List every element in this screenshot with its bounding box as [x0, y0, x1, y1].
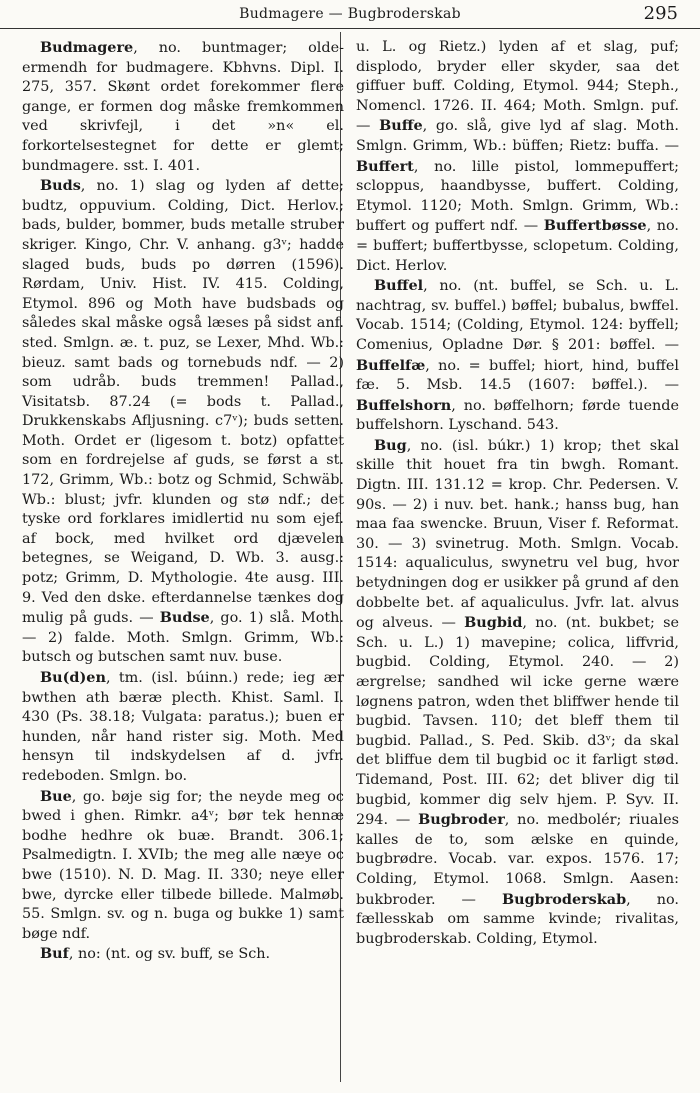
running-head: Budmagere — Bugbroderskab: [239, 6, 461, 22]
entry-text: , no. fællesskab om samme kvinde; rivalitas, bugbroderskab. Colding, Etymol.: [356, 891, 679, 947]
headword: Bue: [40, 787, 72, 805]
headword: Bugbid: [464, 614, 523, 632]
headword: Buffel: [374, 277, 424, 295]
entry-text: , go. slå, give lyd af slag. Moth. Smlgn. Grimm, Wb.: büffen; Rietz: buffa. —: [356, 118, 680, 154]
entry-text: , go. bøje sig for; the neyde meg oc bwed i ghen. Rimkr. a4ᵛ; bør tek hennæ bodhe hedhre ok buæ. Brandt. 306.1; Psalmedigtn. I. XVIb; the meg alle næye oc bwe (1510). N. D. Mag. II. 330; neye eller bwe, dyrcke eller tilbede billede. Malmøb. 55. Smlgn. sv. og n. buga og bukke 1) samt bøge ndf.: [22, 788, 344, 942]
entry-text: , no. 1) slag og lyden af dette; budtz, oppuvium. Colding, Dict. Herlov.; bads, bulder, bommer, buds metalle struber skriger. Kingo, Chr. V. anhang. g3ᵛ; hadde slaged buds, buds po dørren (1596). Rørdam, Univ. Hist. IV. 415. Colding, Etymol. 896 og Moth have budsbads og således skal måske også læses på sidst anf. sted. Smlgn. æ. t. puz, se Lexer, Mhd. Wb.: bieuz. samt bads og tornebuds ndf. — 2) som udråb. buds tremmen! Pallad., Visitatsb. 87.24 (= bods t. Pallad., Drukkenskabs Afljusning. c7ᵛ); buds setten. Moth. Ordet er (ligesom t. botz) opfattet som en fordrejelse af guds, se først a st. 172, Grimm, Wb.: botz og Schmid, Schwäb. Wb.: blust; jvfr. klunden og stø ndf.; det tyske ord forklares imidlertid nu som ejef. af bock, med hvilket ord djævelen betegnes, se Weigand, D. Wb. 3. ausg.: potz; Grimm, D. Mythologie. 4te ausg. III. 9. Ved den dske. efterdannelse tænkes dog mulig på guds. —: [22, 178, 344, 627]
entry-text: u. L. og Rietz.) lyden af et slag, puf; displodo, bryder eller skyder, saa det giffuer buff. Colding, Etymol. 944; Steph., Nomencl. 1726. II. 464; Moth. Smlgn. puf. —: [356, 39, 679, 135]
headword: Buffert: [356, 157, 414, 175]
entry-text: , no. (nt. bukbet; se Sch. u. L.) 1) mavepine; colica, liffvrid, bugbid. Colding, Etymol. 240. — 2) ærgrelse; sandhed wil icke gerne wære løgnens patron, wden thet bliffwer hende til bugbid. Tavsen. 110; det bleff them til bugbid. Pallad., S. Ped. Skib. d3ᵛ; da skal det bliffue dem til bugbid oc it farligt stød. Tidemand, Post. III. 62; det bliver dig til bugbid, kommer dig selv hjem. P. Syv. II. 294. —: [356, 615, 680, 829]
headword: Bugbroder: [418, 811, 505, 829]
headword: Budse: [159, 609, 210, 627]
entry-text: , no. bøffelhorn; førde tuende buffelshorn. Lyschand. 543.: [356, 397, 679, 434]
entry-buf: [22, 944, 344, 965]
header-rule: [0, 28, 700, 29]
headword: Buffe: [379, 117, 423, 135]
entry-text: , no. (isl. búkr.) 1) krop; thet skal skille thit houet fra tin bwgh. Romant. Digtn. III. 131.12 = krop. Chr. Pedersen. V. 90s. — 2) i nuv. bet. hank.; hanss bug, han maa faa swencke. Bruun, Viser f. Reformat. 30. — 3) svinetrug. Moth. Smlgn. Vocab. 1514: aqualiculus, swynetru vel bug, hvor betydningen dog er usikker på grund af den dobbelte bet. af aqualiculus. Jvfr. lat. alvus og alveus. —: [356, 437, 679, 632]
entry-bug: [356, 436, 679, 949]
headword: Bug: [374, 436, 407, 454]
entry-buden: [22, 668, 344, 787]
headword: Budmagere: [40, 39, 134, 56]
entry-text: , no. = buffel; hiort, hind, buffel fæ. 5. Msb. 14.5 (1607: bøffel.). —: [356, 357, 679, 394]
headword: Bu(d)en: [40, 669, 106, 686]
entry-text: , tm. (isl. búinn.) rede; ieg ær bwthen ath bæræ plecth. Khist. Saml. I. 430 (Ps. 38.18; Vulgata: paratus.); buen er hunden, når hand rister sig. Moth. Med hensyn til indskydelsen af d. jvfr. redeboden. Smlgn. bo.: [22, 670, 344, 784]
entry-text: , no: (nt. og sv. buff, se Sch.: [68, 946, 271, 963]
entry-text: , no. medbolér; riuales kalles de to, som ælske en quinde, bugbrødre. Vocab. var. expos. 1576. 17; Colding, Etymol. 1068. Smlgn. Aasen: bukbroder. —: [356, 812, 679, 908]
left-column: [22, 38, 344, 965]
headword: Buffelfæ: [356, 356, 426, 374]
headword: Buffertbøsse: [543, 217, 647, 235]
entry-text: , no. (nt. buffel, se Sch. u. L. nachtrag, sv. buffel.) bøffel; bubalus, bwffel. Vocab. 1514; (Colding, Etymol. 124: byffell; Comenius, Opladne Dør. § 201: bøffel. —: [356, 278, 679, 353]
entry-bue: [22, 787, 344, 945]
entry-text: , no. buntmager; olde-ermendh for budmagere. Kbhvns. Dipl. I. 275, 357. Skønt ordet forekommer flere gange, er formen dog måske fremkommen ved skrivfejl, i det »n« el. forkortelsestegnet for dette er glemt; bundmagere. sst. I. 401.: [22, 40, 344, 174]
entry-text: , no. = buffert; buffertbysse, sclopetum. Colding, Dict. Herlov.: [356, 218, 679, 274]
entry-buffel: [356, 276, 679, 436]
entry-buds: [22, 176, 344, 668]
page-header: [0, 0, 700, 30]
page-number: 295: [643, 3, 678, 24]
entry-text: , no. lille pistol, lommepuffert; scloppus, haandbysse, buffert. Colding, Etymol. 1120; Moth. Smlgn. Grimm, Wb.: buffert og puffert ndf. —: [356, 158, 679, 235]
headword: Buffelshorn: [356, 396, 452, 414]
headword: Buds: [40, 177, 81, 195]
entry-budmagere: [22, 38, 344, 176]
right-column: [356, 38, 679, 949]
entry-text: , go. 1) slå. Moth. — 2) falde. Moth. Smlgn. Grimm, Wb.: butsch og butschen samt nuv. buse.: [22, 610, 344, 666]
headword: Bugbroderskab: [501, 890, 627, 908]
headword: Buf: [40, 945, 69, 963]
entry-buf-cont: [356, 38, 679, 276]
